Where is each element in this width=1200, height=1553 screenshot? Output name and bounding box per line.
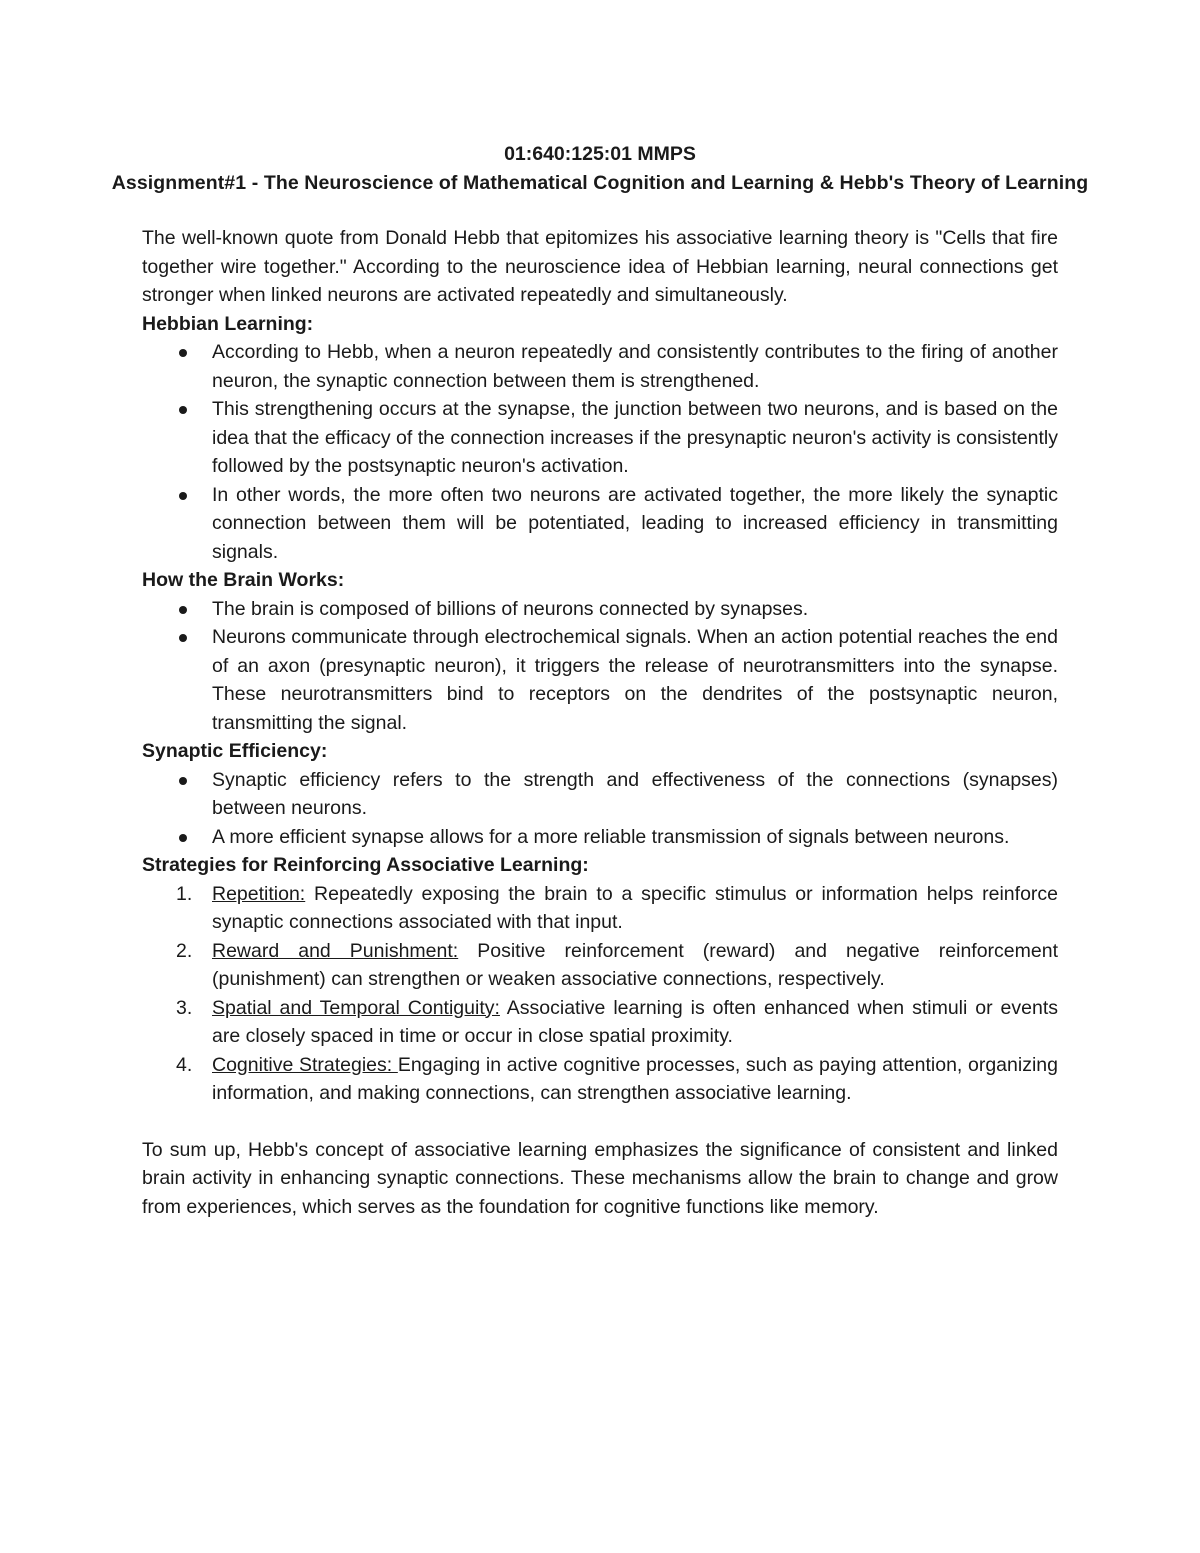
bullet-icon — [179, 349, 187, 357]
conclusion-paragraph: To sum up, Hebb's concept of associative learning emphasizes the significance of consistent and linked brain activity in enhancing synaptic connections. These mechanisms allow the brain to change and grow from experiences, which serves as the foundation for cognitive functions like memory. — [142, 1138, 1058, 1218]
bullet-list-how-the-brain-works — [142, 595, 1058, 738]
strategy-text: Engaging in active cognitive processes, such as paying attention, organizing information, and making connections, can strengthen associative learning. — [212, 1053, 1058, 1104]
section-heading-hebbian-learning: Hebbian Learning: — [142, 312, 314, 335]
bullet-icon — [179, 634, 187, 642]
list-number: 3. — [176, 996, 193, 1019]
bullet-list-synaptic-efficiency — [142, 766, 1058, 852]
assignment-title: Assignment#1 - The Neuroscience of Mathematical Cognition and Learning & Hebb's Theory of Learning — [111, 171, 1089, 194]
list-item — [142, 937, 1058, 994]
list-item-text: The brain is composed of billions of neurons connected by synapses. — [212, 597, 809, 620]
bullet-icon — [179, 777, 187, 785]
list-item — [142, 623, 1058, 737]
section-heading-synaptic-efficiency: Synaptic Efficiency: — [142, 740, 328, 762]
list-item — [142, 994, 1058, 1051]
list-item — [142, 766, 1058, 823]
list-item — [142, 880, 1058, 937]
strategy-text: Positive reinforcement (reward) and negative reinforcement (punishment) can strengthen or weaken associative connections, respectively. — [212, 939, 1058, 990]
intro-paragraph: The well-known quote from Donald Hebb that epitomizes his associative learning theory is "Cells that fire together wire together." According to the neuroscience idea of Hebbian learning, neural connections get stronger when linked neurons are activated repeatedly and simultaneously. — [142, 227, 1058, 306]
strategy-text: Repeatedly exposing the brain to a specific stimulus or information helps reinforce synaptic connections associated with that input. — [212, 882, 1058, 933]
list-item — [142, 395, 1058, 481]
section-heading-strategies: Strategies for Reinforcing Associative Learning: — [142, 854, 589, 876]
list-number: 2. — [176, 939, 193, 962]
numbered-list-strategies — [142, 880, 1058, 1108]
list-item-text: A more efficient synapse allows for a more reliable transmission of signals between neurons. — [212, 825, 1010, 848]
section-heading-how-the-brain-works: How the Brain Works: — [142, 569, 345, 591]
list-item — [142, 481, 1058, 567]
bullet-icon — [179, 492, 187, 500]
strategy-term: Spatial and Temporal Contiguity: — [212, 996, 500, 1019]
list-item — [142, 338, 1058, 395]
strategy-text: Associative learning is often enhanced when stimuli or events are closely spaced in time or occur in close spatial proximity. — [212, 996, 1058, 1047]
strategy-term: Reward and Punishment: — [212, 939, 459, 962]
list-item-text: Synaptic efficiency refers to the strength and effectiveness of the connections (synapses) between neurons. — [212, 768, 1058, 819]
course-code: 01:640:125:01 MMPS — [504, 143, 696, 165]
list-number: 4. — [176, 1053, 193, 1076]
list-item-text: In other words, the more often two neurons are activated together, the more likely the synaptic connection between them will be potentiated, leading to increased efficiency in transmitting signals. — [212, 483, 1058, 563]
strategy-term: Cognitive Strategies: — [212, 1053, 398, 1076]
bullet-list-hebbian-learning — [142, 338, 1058, 566]
list-item — [142, 595, 1058, 624]
document-page — [111, 140, 1089, 1221]
bullet-icon — [179, 834, 187, 842]
list-item — [142, 823, 1058, 852]
list-item-text: Neurons communicate through electrochemical signals. When an action potential reaches the end of an axon (presynaptic neuron), it triggers the release of neurotransmitters into the synapse. These neurotransmitters bind to receptors on the dendrites of the postsynaptic neuron, transmitting the signal. — [212, 626, 1058, 734]
list-item-text: According to Hebb, when a neuron repeatedly and consistently contributes to the firing of another neuron, the synaptic connection between them is strengthened. — [212, 341, 1058, 392]
bullet-icon — [179, 406, 187, 414]
strategy-term: Repetition: — [212, 882, 306, 905]
list-number: 1. — [176, 882, 193, 905]
list-item — [142, 1051, 1058, 1108]
bullet-icon — [179, 606, 187, 614]
paragraph-spacer — [142, 1108, 1058, 1136]
list-item-text: This strengthening occurs at the synapse, the junction between two neurons, and is based on the idea that the efficacy of the connection increases if the presynaptic neuron's activity is consistently followed by the postsynaptic neuron's activation. — [212, 398, 1058, 477]
